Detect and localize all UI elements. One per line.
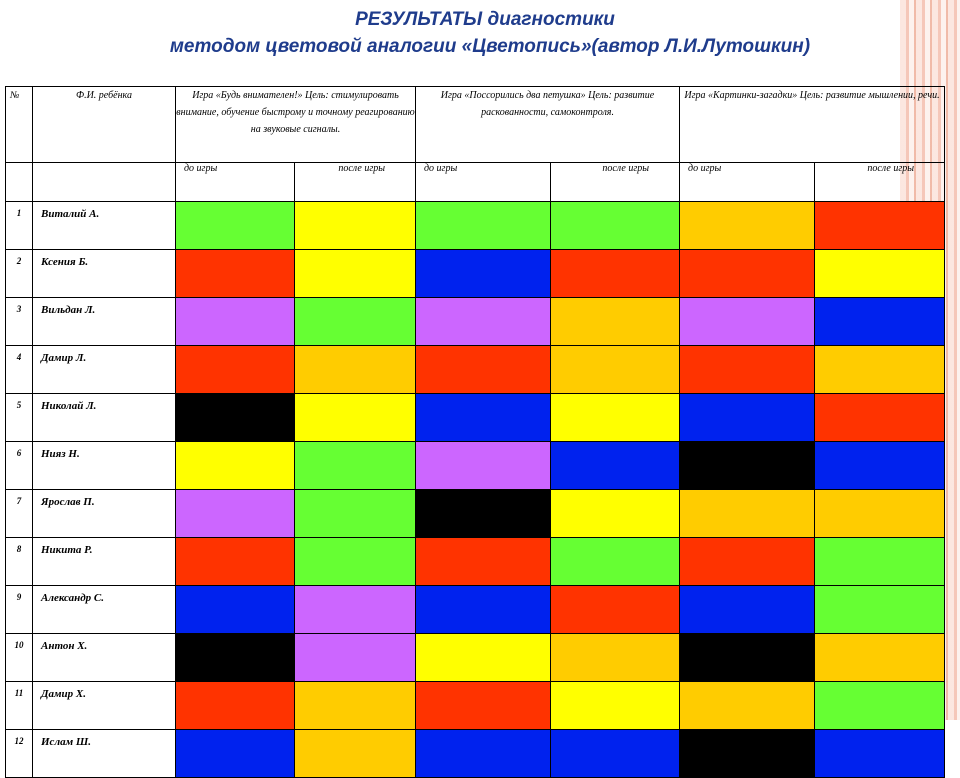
table-row [6,298,945,346]
color-swatch-blue [416,730,551,778]
color-swatch-orange [551,634,680,682]
header-num: № [6,87,33,163]
color-swatch-red [416,538,551,586]
color-swatch-violet [176,490,295,538]
child-name: Виталий А. [33,202,176,250]
color-swatch-orange [815,634,945,682]
subheader-empty-name [33,163,176,202]
color-swatch-red [176,346,295,394]
color-swatch-blue [176,586,295,634]
color-swatch-yellow [295,250,416,298]
color-swatch-orange [680,490,815,538]
color-swatch-red [176,682,295,730]
color-swatch-red [176,250,295,298]
color-swatch-red [416,346,551,394]
color-swatch-blue [815,730,945,778]
color-swatch-blue [815,298,945,346]
color-swatch-black [680,634,815,682]
color-swatch-orange [815,346,945,394]
page-title [0,6,960,60]
table-row [6,346,945,394]
color-swatch-yellow [416,634,551,682]
color-swatch-blue [680,586,815,634]
child-name: Дамир Х. [33,682,176,730]
color-swatch-red [680,250,815,298]
color-swatch-violet [416,442,551,490]
color-swatch-red [680,538,815,586]
subheader-empty-num [6,163,33,202]
color-swatch-yellow [295,394,416,442]
color-swatch-orange [680,202,815,250]
row-number: 2 [6,250,33,298]
child-name: Ислам Ш. [33,730,176,778]
color-swatch-green [815,682,945,730]
header-game-2: Игра «Поссорились два петушка» Цель: развитие раскованности, самоконтроля. [416,87,680,163]
color-swatch-orange [295,730,416,778]
color-swatch-yellow [551,490,680,538]
row-number: 5 [6,394,33,442]
color-swatch-violet [295,634,416,682]
color-swatch-blue [176,730,295,778]
child-name: Дамир Л. [33,346,176,394]
color-swatch-blue [416,250,551,298]
header-game-1: Игра «Будь внимателен!» Цель: стимулировать внимание, обучение быстрому и точному реагированию на звуковые сигналы. [176,87,416,163]
table-row [6,202,945,250]
color-swatch-blue [551,442,680,490]
color-swatch-orange [295,682,416,730]
color-swatch-blue [416,394,551,442]
subheader-before-3: до игры [680,163,815,202]
color-swatch-black [680,730,815,778]
table-row [6,490,945,538]
color-swatch-violet [680,298,815,346]
row-number: 3 [6,298,33,346]
title-line-1: РЕЗУЛЬТАТЫ диагностики [355,9,615,30]
table-row [6,730,945,778]
child-name: Никита Р. [33,538,176,586]
color-swatch-violet [295,586,416,634]
header-game-3: Игра «Картинки-загадки» Цель: развитие мышлении, речи. [680,87,945,163]
color-swatch-red [815,394,945,442]
color-swatch-blue [815,442,945,490]
color-swatch-black [680,442,815,490]
color-swatch-orange [680,682,815,730]
child-name: Александр С. [33,586,176,634]
color-swatch-violet [416,298,551,346]
color-swatch-orange [551,298,680,346]
color-swatch-red [551,586,680,634]
color-swatch-blue [416,586,551,634]
color-swatch-green [815,538,945,586]
table-row [6,538,945,586]
row-number: 7 [6,490,33,538]
color-swatch-green [416,202,551,250]
child-name: Ксения Б. [33,250,176,298]
color-swatch-red [551,250,680,298]
header-row [6,87,945,163]
color-swatch-yellow [551,394,680,442]
subheader-after-2: после игры [551,163,680,202]
title-line-2: методом цветовой аналогии «Цветопись»(автор Л.И.Лутошкин) [169,36,811,57]
table-row [6,682,945,730]
table-row [6,394,945,442]
row-number: 8 [6,538,33,586]
color-swatch-red [680,346,815,394]
row-number: 4 [6,346,33,394]
row-number: 6 [6,442,33,490]
color-swatch-yellow [295,202,416,250]
color-swatch-green [176,202,295,250]
child-name: Николай Л. [33,394,176,442]
color-swatch-red [416,682,551,730]
subheader-after-1: после игры [295,163,416,202]
color-swatch-green [551,202,680,250]
row-number: 9 [6,586,33,634]
color-swatch-black [176,634,295,682]
color-swatch-orange [551,346,680,394]
color-swatch-orange [295,346,416,394]
row-number: 1 [6,202,33,250]
color-swatch-violet [176,298,295,346]
color-swatch-red [815,202,945,250]
color-swatch-yellow [815,250,945,298]
child-name: Нияз Н. [33,442,176,490]
row-number: 10 [6,634,33,682]
results-table [5,86,945,778]
color-swatch-green [295,538,416,586]
color-swatch-orange [815,490,945,538]
table-row [6,634,945,682]
color-swatch-yellow [551,682,680,730]
row-number: 11 [6,682,33,730]
color-swatch-red [176,538,295,586]
color-swatch-blue [680,394,815,442]
subheader-row [6,163,945,202]
color-swatch-green [295,490,416,538]
table-row [6,250,945,298]
table-row [6,442,945,490]
subheader-before-1: до игры [176,163,295,202]
color-swatch-green [295,442,416,490]
subheader-before-2: до игры [416,163,551,202]
child-name: Антон Х. [33,634,176,682]
row-number: 12 [6,730,33,778]
child-name: Ярослав П. [33,490,176,538]
color-swatch-green [551,538,680,586]
color-swatch-black [416,490,551,538]
color-swatch-green [295,298,416,346]
header-name: Ф.И. ребёнка [33,87,176,163]
subheader-after-3: после игры [815,163,945,202]
color-swatch-yellow [176,442,295,490]
color-swatch-green [815,586,945,634]
color-swatch-blue [551,730,680,778]
table-row [6,586,945,634]
child-name: Вильдан Л. [33,298,176,346]
color-swatch-black [176,394,295,442]
